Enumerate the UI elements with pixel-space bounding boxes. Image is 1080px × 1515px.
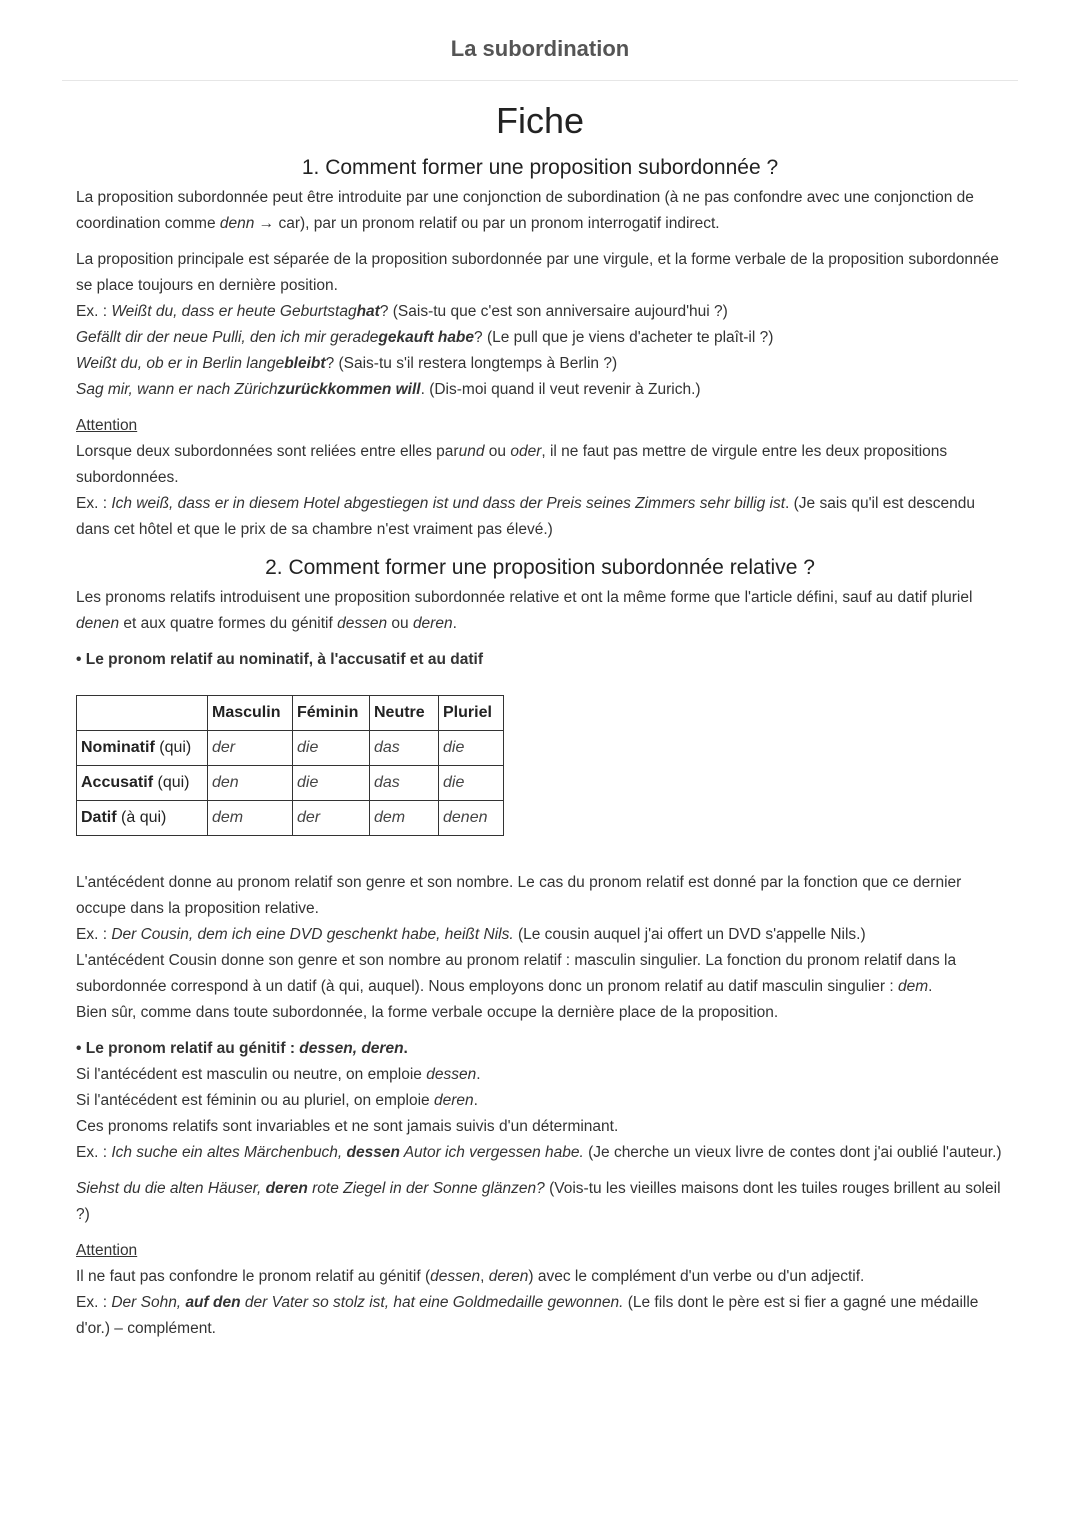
section-1-paragraph-1 bbox=[76, 185, 1004, 237]
header-title: La subordination bbox=[450, 36, 630, 61]
text: ? (Sais-tu s'il restera longtemps à Berlin ?) bbox=[325, 355, 618, 372]
text: . bbox=[403, 1040, 408, 1057]
row-header bbox=[77, 766, 208, 801]
example-line bbox=[76, 922, 1004, 948]
example-line bbox=[76, 351, 1004, 377]
document-body bbox=[0, 153, 1080, 1342]
text: ou bbox=[484, 443, 511, 460]
text-bold: zurückkommen will bbox=[277, 381, 421, 398]
text-bold: hat bbox=[356, 303, 380, 320]
text: Si l'antécédent est masculin ou neutre, on emploie bbox=[76, 1066, 427, 1083]
text: Les pronoms relatifs introduisent une proposition subordonnée relative et ont la même forme que l'article défini, sauf au datif pluriel bbox=[76, 589, 973, 606]
attention-label: Attention bbox=[76, 417, 138, 434]
text: Ex. : bbox=[76, 1144, 112, 1161]
text-italic: denen bbox=[76, 615, 120, 632]
relative-pronoun-table bbox=[76, 695, 504, 836]
attention-example bbox=[76, 1290, 1004, 1342]
table-cell: dem bbox=[370, 801, 439, 836]
text: ) avec le complément d'un verbe ou d'un adjectif. bbox=[528, 1268, 865, 1285]
column-header: Masculin bbox=[208, 696, 293, 731]
text: L'antécédent Cousin donne son genre et son nombre au pronom relatif : masculin singulier. La fonction du pronom relatif dans la subordonnée correspond à un datif (à qui, auquel). Nous employons donc un pronom relatif au datif masculin singulier : bbox=[76, 952, 957, 995]
text-italic: Sag mir, wann er nach Zürich bbox=[76, 381, 278, 398]
column-header: Féminin bbox=[293, 696, 370, 731]
genitive-rule: Ces pronoms relatifs sont invariables et ne sont jamais suivis d'un déterminant. bbox=[76, 1118, 619, 1135]
text-italic: Autor ich vergessen habe. bbox=[399, 1144, 584, 1161]
section-1-heading: 1. Comment former une proposition subordonnée ? bbox=[301, 156, 779, 179]
text-italic: dessen bbox=[430, 1268, 481, 1285]
section-2-intro bbox=[76, 585, 1004, 637]
text-italic: Ich suche ein altes Märchenbuch, bbox=[111, 1144, 347, 1161]
text: et aux quatre formes du génitif bbox=[119, 615, 338, 632]
text-italic: Ich weiß, dass er in diesem Hotel abgestiegen ist und dass der Preis seines Zimmers sehr billig ist bbox=[111, 495, 786, 512]
text-italic: dessen bbox=[426, 1066, 477, 1083]
example-line bbox=[76, 377, 1004, 403]
row-header bbox=[77, 801, 208, 836]
text: , il ne faut pas mettre de virgule entre les deux propositions subordonnées. bbox=[76, 443, 948, 486]
section-2-attention bbox=[76, 1238, 1004, 1342]
text: • Le pronom relatif au génitif : bbox=[76, 1040, 300, 1057]
text-italic: deren bbox=[433, 1092, 474, 1109]
attention-text bbox=[76, 1264, 1004, 1290]
attention-example bbox=[76, 491, 1004, 543]
text-italic: Siehst du die alten Häuser, bbox=[76, 1180, 266, 1197]
text: Ex. : bbox=[76, 1294, 112, 1311]
text-italic: Weißt du, ob er in Berlin lange bbox=[76, 355, 285, 372]
text: ? (Le pull que je viens d'acheter te plaît-il ?) bbox=[474, 329, 774, 346]
verb-position-note: Bien sûr, comme dans toute subordonnée, la forme verbale occupe la dernière place de la proposition. bbox=[76, 1004, 779, 1021]
text: (Le fils dont le père est si fier a gagné une médaille d'or.) – complément. bbox=[76, 1294, 979, 1337]
example-line bbox=[76, 325, 1004, 351]
text: . bbox=[476, 1066, 481, 1083]
text: . bbox=[473, 1092, 478, 1109]
table-cell: dem bbox=[208, 801, 293, 836]
table-row bbox=[77, 801, 504, 836]
example-line bbox=[76, 1140, 1004, 1166]
attention-text bbox=[76, 439, 1004, 491]
table-cell: die bbox=[439, 731, 504, 766]
antecedent-paragraph: L'antécédent donne au pronom relatif son genre et son nombre. Le cas du pronom relatif est donné par la fonction que ce dernier occupe dans la proposition relative. bbox=[76, 874, 962, 917]
case-hint: (qui) bbox=[159, 739, 192, 756]
text-italic: Gefällt dir der neue Pulli, den ich mir gerade bbox=[76, 329, 379, 346]
example-line bbox=[76, 299, 1004, 325]
table-cell: denen bbox=[439, 801, 504, 836]
text-bold: auf den bbox=[185, 1294, 241, 1311]
genitive-rule bbox=[76, 1088, 1004, 1114]
text-italic: rote Ziegel in der Sonne glänzen? bbox=[307, 1180, 545, 1197]
case-hint: (à qui) bbox=[121, 809, 167, 826]
text: , bbox=[480, 1268, 489, 1285]
column-header: Neutre bbox=[370, 696, 439, 731]
text-italic: oder bbox=[510, 443, 542, 460]
text: . bbox=[928, 978, 933, 995]
table-cell: der bbox=[208, 731, 293, 766]
row-header bbox=[77, 731, 208, 766]
table-cell: das bbox=[370, 766, 439, 801]
attention-label: Attention bbox=[76, 1242, 138, 1259]
table-cell: den bbox=[208, 766, 293, 801]
text-italic: deren bbox=[488, 1268, 529, 1285]
text: Il ne faut pas confondre le pronom relatif au génitif ( bbox=[76, 1268, 431, 1285]
text-bold: deren bbox=[265, 1180, 308, 1197]
case-label: Accusatif bbox=[81, 774, 154, 791]
text: Ex. : bbox=[76, 926, 112, 943]
text-italic: und bbox=[458, 443, 485, 460]
text: ? (Sais-tu que c'est son anniversaire aujourd'hui ?) bbox=[379, 303, 728, 320]
text-italic: Weißt du, dass er heute Geburtstag bbox=[111, 303, 357, 320]
table-header-row bbox=[77, 696, 504, 731]
text-italic: der Vater so stolz ist, hat eine Goldmedaille gewonnen. bbox=[240, 1294, 624, 1311]
bullet-genitif bbox=[76, 1036, 1004, 1062]
section-1-examples bbox=[76, 247, 1004, 403]
table-cell: die bbox=[293, 766, 370, 801]
text: (Je cherche un vieux livre de contes dont j'ai oublié l'auteur.) bbox=[583, 1144, 1002, 1161]
bullet-nominatif-accusatif-datif: • Le pronom relatif au nominatif, à l'accusatif et au datif bbox=[76, 651, 484, 668]
column-header: Pluriel bbox=[439, 696, 504, 731]
case-label: Datif bbox=[81, 809, 117, 826]
text-italic: dessen, deren bbox=[299, 1040, 404, 1057]
text: Ex. : bbox=[76, 303, 112, 320]
text: . (Je sais qu'il est descendu dans cet hôtel et que le prix de sa chambre n'est vraiment pas élevé.) bbox=[76, 495, 975, 538]
table-cell: das bbox=[370, 731, 439, 766]
text-italic: denn bbox=[219, 215, 255, 232]
text-italic: dessen bbox=[337, 615, 388, 632]
table-cell: die bbox=[293, 731, 370, 766]
document-title: Fiche bbox=[495, 100, 585, 141]
table-cell: die bbox=[439, 766, 504, 801]
text: (Le cousin auquel j'ai offert un DVD s'appelle Nils.) bbox=[513, 926, 866, 943]
example-line bbox=[76, 1176, 1004, 1228]
text-italic: Der Sohn, bbox=[111, 1294, 186, 1311]
text: Si l'antécédent est féminin ou au pluriel, on emploie bbox=[76, 1092, 434, 1109]
text: → car), par un pronom relatif ou par un pronom interrogatif indirect. bbox=[254, 215, 720, 232]
table-row bbox=[77, 731, 504, 766]
text: Ex. : bbox=[76, 495, 112, 512]
text-italic: dem bbox=[897, 978, 929, 995]
explanation-paragraph bbox=[76, 948, 1004, 1000]
section-2-heading: 2. Comment former une proposition subordonnée relative ? bbox=[265, 556, 815, 579]
table-row bbox=[77, 766, 504, 801]
text-bold: gekauft habe bbox=[378, 329, 475, 346]
text: . (Dis-moi quand il veut revenir à Zurich.) bbox=[420, 381, 701, 398]
text: (Vois-tu les vieilles maisons dont les tuiles rouges brillent au soleil ?) bbox=[76, 1180, 1001, 1223]
text-italic: Der Cousin, dem ich eine DVD geschenkt habe, heißt Nils. bbox=[111, 926, 514, 943]
genitive-block bbox=[76, 1036, 1004, 1166]
text: Lorsque deux subordonnées sont reliées entre elles par bbox=[76, 443, 459, 460]
section-1-paragraph-2: La proposition principale est séparée de la proposition subordonnée par une virgule, et la forme verbale de la proposition subordonnée se place toujours en dernière position. bbox=[76, 251, 999, 294]
text-bold: bleibt bbox=[284, 355, 326, 372]
antecedent-block bbox=[76, 870, 1004, 1026]
header-divider bbox=[62, 80, 1018, 81]
text-bold: dessen bbox=[346, 1144, 400, 1161]
text-italic: deren bbox=[412, 615, 453, 632]
text: ou bbox=[387, 615, 413, 632]
table-cell: der bbox=[293, 801, 370, 836]
section-1-attention bbox=[76, 413, 1004, 543]
text: La proposition subordonnée peut être introduite par une conjonction de subordination (à ne pas confondre avec une conjonction de coordination comme bbox=[76, 189, 974, 232]
table-corner bbox=[77, 696, 208, 731]
case-hint: (qui) bbox=[157, 774, 190, 791]
genitive-rule bbox=[76, 1062, 1004, 1088]
text: . bbox=[452, 615, 457, 632]
case-label: Nominatif bbox=[81, 739, 155, 756]
